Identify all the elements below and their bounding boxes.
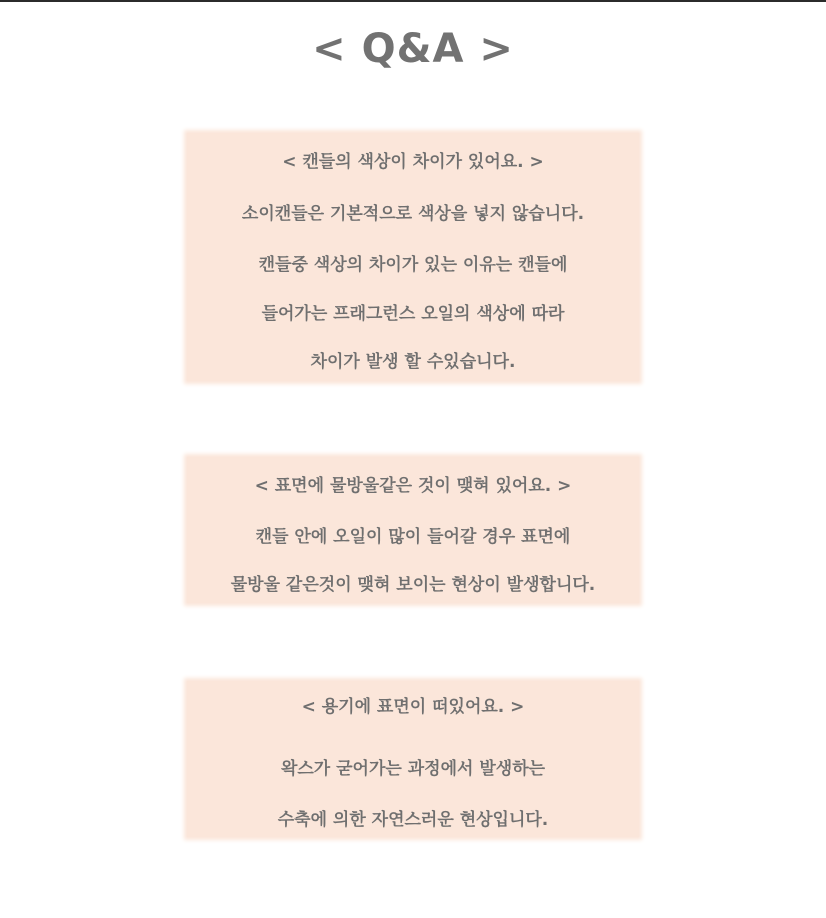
- page-title: < Q&A >: [312, 26, 514, 72]
- qa-card-surface-separation: [187, 681, 639, 837]
- top-divider: [0, 0, 826, 2]
- qa-answer-line: 소이캔들은 기본적으로 색상을 넣지 않습니다.: [241, 204, 585, 224]
- qa-question: < 용기에 표면이 떠있어요. >: [301, 697, 525, 717]
- qa-answer-line: 차이가 발생 할 수있습니다.: [310, 352, 516, 372]
- qa-answer-line: 들어가는 프래그런스 오일의 색상에 따라: [261, 304, 565, 324]
- qa-question: < 캔들의 색상이 차이가 있어요. >: [282, 152, 544, 172]
- qa-answer-line: 왁스가 굳어가는 과정에서 발생하는: [280, 759, 546, 779]
- qa-question: < 표면에 물방울같은 것이 맺혀 있어요. >: [254, 476, 572, 496]
- qa-answer-line: 캔들 안에 오일이 많이 들어갈 경우 표면에: [255, 527, 571, 547]
- qa-card-color-difference: [187, 133, 639, 381]
- qa-answer-line: 캔들중 색상의 차이가 있는 이유는 캔들에: [258, 255, 568, 275]
- qa-answer-line: 물방울 같은것이 맺혀 보이는 현상이 발생합니다.: [230, 575, 596, 595]
- qa-answer-line: 수축에 의한 자연스러운 현상입니다.: [277, 810, 549, 830]
- qa-card-water-droplets: [187, 457, 639, 603]
